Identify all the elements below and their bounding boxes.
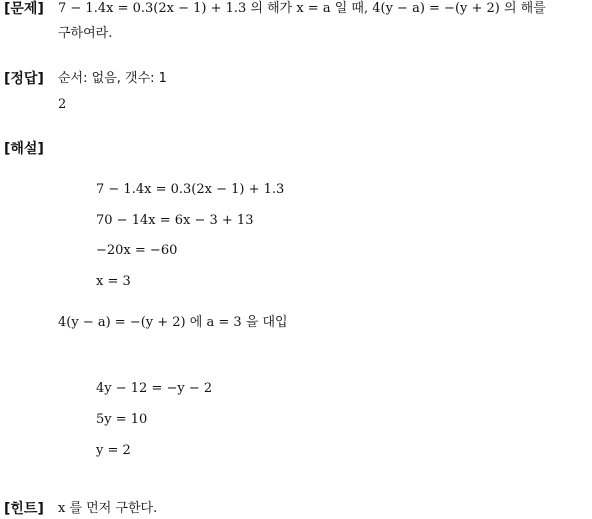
problem-text-line-1: 7 − 1.4x = 0.3(2x − 1) + 1.3 의 해가 x = a 일 때, 4(y − a) = −(y + 2) 의 해를 [58,1,546,16]
explanation-substitution: 4(y − a) = −(y + 2) 에 a = 3 을 대입 [58,315,288,330]
explanation-step-5: 4y − 12 = −y − 2 [96,381,213,396]
explanation-step-1: 7 − 1.4x = 0.3(2x − 1) + 1.3 [96,182,285,197]
problem-text-line-2: 구하여라. [58,26,113,41]
explanation-step-7: y = 2 [96,443,131,458]
explanation-step-6: 5y = 10 [96,412,148,427]
answer-order-count: 순서: 없음, 갯수: 1 [58,71,167,86]
hint-label: [힌트] [4,501,44,517]
answer-value: 2 [58,97,67,112]
explanation-label: [해설] [4,141,44,157]
problem-label: [문제] [4,1,44,17]
explanation-step-4: x = 3 [96,274,131,289]
explanation-step-3: −20x = −60 [96,243,178,258]
hint-text: x 를 먼저 구한다. [58,501,158,516]
explanation-step-2: 70 − 14x = 6x − 3 + 13 [96,213,254,228]
answer-label: [정답] [4,71,44,87]
